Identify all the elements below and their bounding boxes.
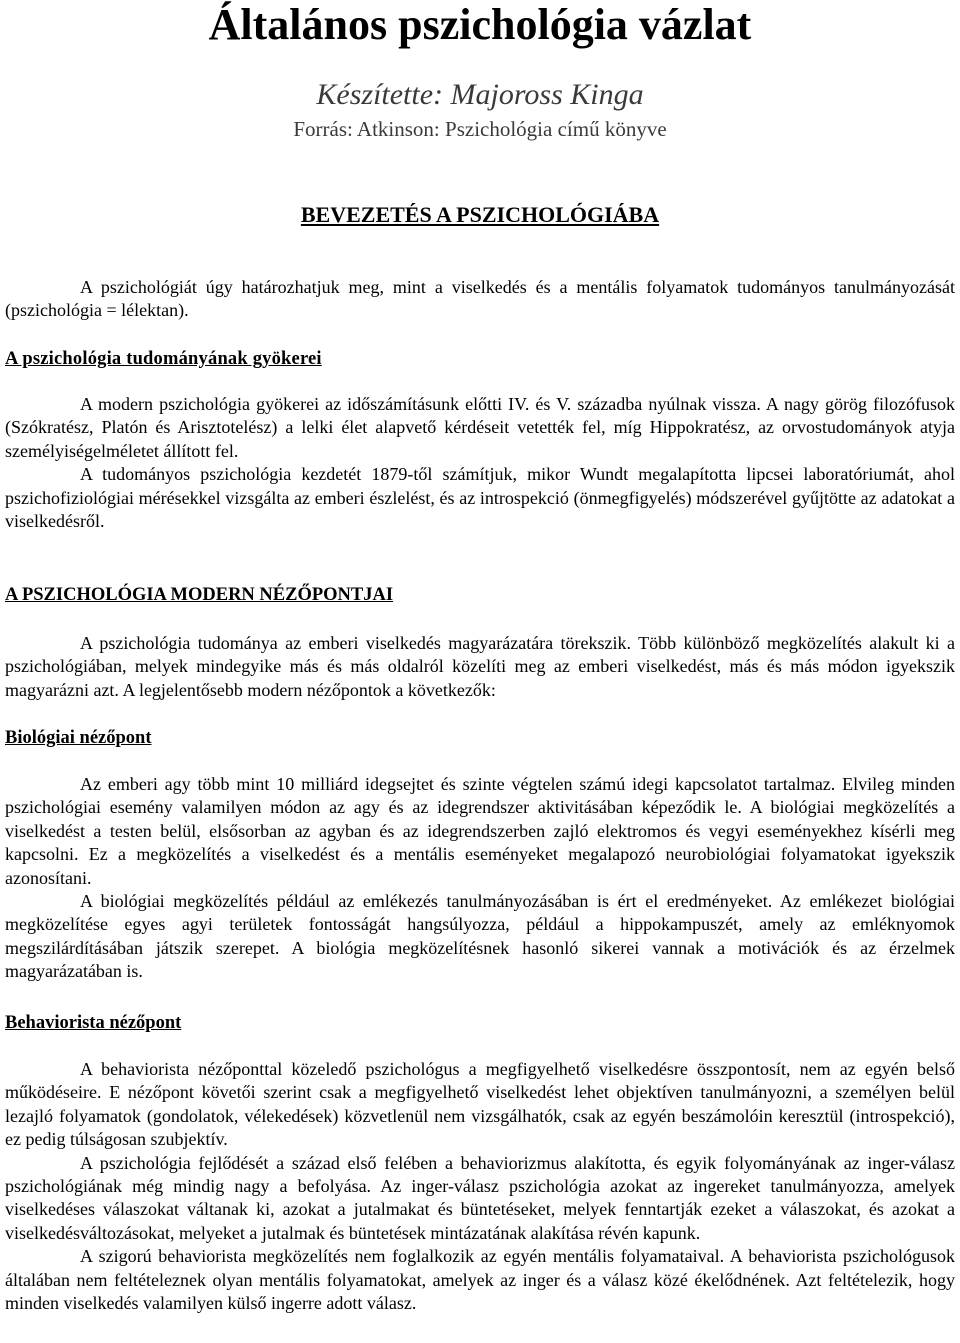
document-title: Általános pszichológia vázlat [208,0,752,49]
behav-paragraph-block [5,1058,955,1315]
intro-heading: BEVEZETÉS A PSZICHOLÓGIÁBA [300,202,660,227]
behav-heading: Behaviorista nézőpont [5,1013,182,1033]
bio-paragraph-1: Az emberi agy több mint 10 milliárd idegsejtet és szinte végtelen számú idegi kapcsolatot tartalmaz. Elvileg minden pszichológiai esemény valamilyen módon az agy és az idegrendszer aktivitásában képeződik le. A biológiai megközelítés a viselkedést a testen belül, elsősorban az agyban és az idegrendszerben zajló elektromos és vegyi eseményekhez kísérli meg kapcsolni. Ez a megközelítés a viselkedést és a mentális eseményeket megalapozó neurobiológiai folyamatokat igyekszik azonosítani. [5,774,955,888]
bio-paragraph-2: A biológiai megközelítés például az emlékezés tanulmányozásában is ért el eredményeket. Az emlékezet biológiai megközelítése egyes agyi területek fontosságát hangsúlyozza, például a hippokampuszét, amely az emléknyomok megszilárdításában játszik szerepet. A biológia megközelítésnek hasonló sikerei vannak a motivációk és az érzelmek magyarázatában is. [5,891,955,982]
roots-paragraph-1: A modern pszichológia gyökerei az időszámításunk előtti IV. és V. századba nyúlnak vissza. A nagy görög filozófusok (Szókratész, Platón és Arisztotelész) a lelki élet alapvető kérdéseit vetették fel, míg Hippokratész, az orvostudományok atyja személyiségelméletet állított fel. [5,394,955,461]
modern-paragraph-block [5,632,955,702]
roots-subheading: A pszichológia tudományának gyökerei [5,349,322,369]
behav-paragraph-2: A pszichológia fejlődését a század első felében a behaviorizmus alakította, és egyik folyományának az inger-válasz pszichológiának még mindig nagy a befolyása. Az inger-válasz pszichológia azokat az ingereket tanulmányozza, amelyek viselkedéses válaszokat váltanak ki, azokat a jutalmakat és büntetéseket, melyek fenntartják ezeket a válaszokat, és azokat a viselkedésváltozásokat, melyeket a jutalmak és büntetések mintázatának alakítása révén kapunk. [5,1152,955,1243]
bio-paragraph-block [5,773,955,984]
bio-heading: Biológiai nézőpont [5,728,152,748]
behav-paragraph-1: A behaviorista nézőponttal közeledő pszichológus a megfigyelhető viselkedésre összpontosít, nem az egyén belső működéseire. E nézőpont követői szerint csak a megfigyelhető viselkedést lehet objektíven tanulmányozni, a személyen belül lezajló folyamatok (gondolatok, vélekedések) közvetlenül nem vizsgálhatók, csak az egyén beszámolóin keresztül (introspekció), ez pedig túlságosan szubjektív. [5,1059,955,1150]
behav-paragraph-3: A szigorú behaviorista megközelítés nem foglalkozik az egyén mentális folyamataival. A behaviorista pszichológusok általában nem feltételeznek olyan mentális folyamatokat, amelyek az inger és a válasz közé ékelődnének. Azt feltételezik, hogy minden viselkedés valamilyen külső ingerre adott válasz. [5,1246,955,1314]
intro-paragraph-block [5,276,955,323]
modern-heading: A PSZICHOLÓGIA MODERN NÉZŐPONTJAI [5,585,394,605]
document-source: Forrás: Atkinson: Pszichológia című könyve [293,117,667,141]
roots-paragraph-block [5,393,955,533]
modern-paragraph-1: A pszichológia tudománya az emberi viselkedés magyarázatára törekszik. Több különböző megközelítés alakult ki a pszichológiában, melyek mindegyike más és más oldalról közelíti meg az emberi viselkedést, más és más módon igyekszik magyarázni azt. A legjelentősebb modern nézőpontok a következők: [5,633,955,700]
intro-paragraph-1: A pszichológiát úgy határozhatjuk meg, mint a viselkedés és a mentális folyamatok tudományos tanulmányozását (pszichológia = lélektan). [5,277,955,321]
roots-paragraph-2: A tudományos pszichológia kezdetét 1879-től számítjuk, mikor Wundt megalapította lipcsei laboratóriumát, ahol pszichofiziológiai mérésekkel vizsgálta az emberi észlelést, és az introspekció (önmegfigyelés) módszerével gyűjtötte az adatokat a viselkedésről. [5,464,955,532]
document-author: Készítette: Majoross Kinga [316,78,644,111]
